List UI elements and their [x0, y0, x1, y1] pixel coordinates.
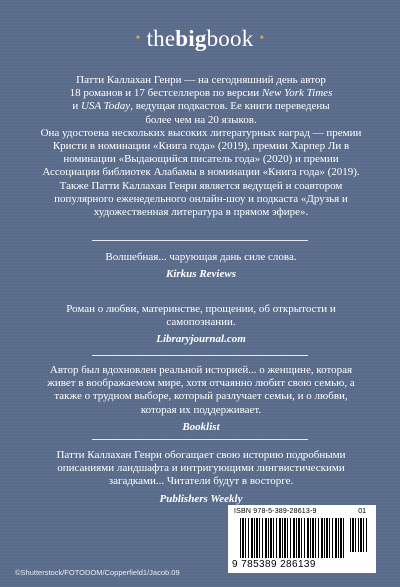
divider-3: [92, 439, 308, 440]
logo-word-big: big: [175, 26, 207, 51]
bio-usa-today: USA Today: [80, 100, 131, 113]
logo-word-book: book: [206, 26, 254, 51]
bio-line-3-suffix: , ведущая подкастов. Ее книги переведены: [130, 100, 330, 113]
logo-word-the: the: [146, 26, 176, 51]
logo-dot-left: •: [135, 31, 141, 46]
review-1-text: Волшебная... чарующая дань силе слова.: [105, 251, 297, 263]
review-2: [40, 303, 362, 347]
bio-line-1: Патти Каллахан Генри — на сегодняшний день автор: [76, 74, 326, 86]
review-4: [40, 449, 362, 506]
barcode-addon: 01: [358, 508, 366, 515]
bio-line-2: 18 романов и 17 бестселлеров по версии: [69, 87, 262, 100]
barcode-bars: [240, 518, 344, 558]
bio-paragraph-2: Она удостоена нескольких высоких литературных наград — премии Кристи в номинации «Книга года» (2019), премии Харпер Ли в номинации «Выдающийся писатель года» (2020) и премии Ассоциации библиотек Алабамы в номинации «Книга года» (2019). Также Патти Каллахан Генри является ведущей и соавтором популярного еженедельного онлайн-шоу и подкаста «Друзья и художественная литература в прямом эфире».: [40, 126, 362, 219]
review-4-text: Патти Каллахан Генри обогащает свою историю подробными описаниями ландшафта и интригующими лингвистическими загадками... Читатели будут в восторге.: [56, 449, 346, 488]
barcode-addon-bars: [350, 518, 368, 552]
bio-paragraph-1: [40, 74, 362, 127]
bio-nyt: New York Times: [261, 87, 333, 100]
barcode-digits: 9 785389 286139: [232, 559, 316, 570]
review-3-source: Booklist: [182, 420, 220, 433]
photo-credits: ©Shutterstock/FOTODOM/Copperfield1/Jacob.09: [15, 568, 180, 577]
review-4-source: Publishers Weekly: [159, 492, 243, 505]
bio-line-4: более чем на 20 языков.: [145, 113, 257, 126]
review-1: [40, 251, 362, 281]
publisher-logo: [0, 26, 400, 52]
review-1-source: Kirkus Reviews: [166, 268, 236, 281]
isbn-barcode: [228, 505, 376, 573]
isbn-number: ISBN 978-5-389-28613-9: [234, 508, 317, 515]
divider-2: [92, 355, 308, 356]
review-2-text: Роман о любви, материнстве, прощении, об открытости и самопознании.: [66, 303, 336, 329]
review-2-source: Libraryjournal.com: [156, 333, 246, 346]
logo-dot-right: •: [259, 31, 265, 46]
divider-1: [92, 240, 308, 241]
review-3: [40, 364, 362, 434]
bio-line-3-prefix: и: [72, 100, 81, 113]
review-3-text: Автор был вдохновлен реальной историей... о женщине, которая живет в воображаемом мире, хотя отчаянно любит свою семью, а также о трудном выборе, который разлучает семьи, и о любви, которая их поддерживает.: [47, 364, 355, 416]
author-bio: [40, 74, 362, 219]
